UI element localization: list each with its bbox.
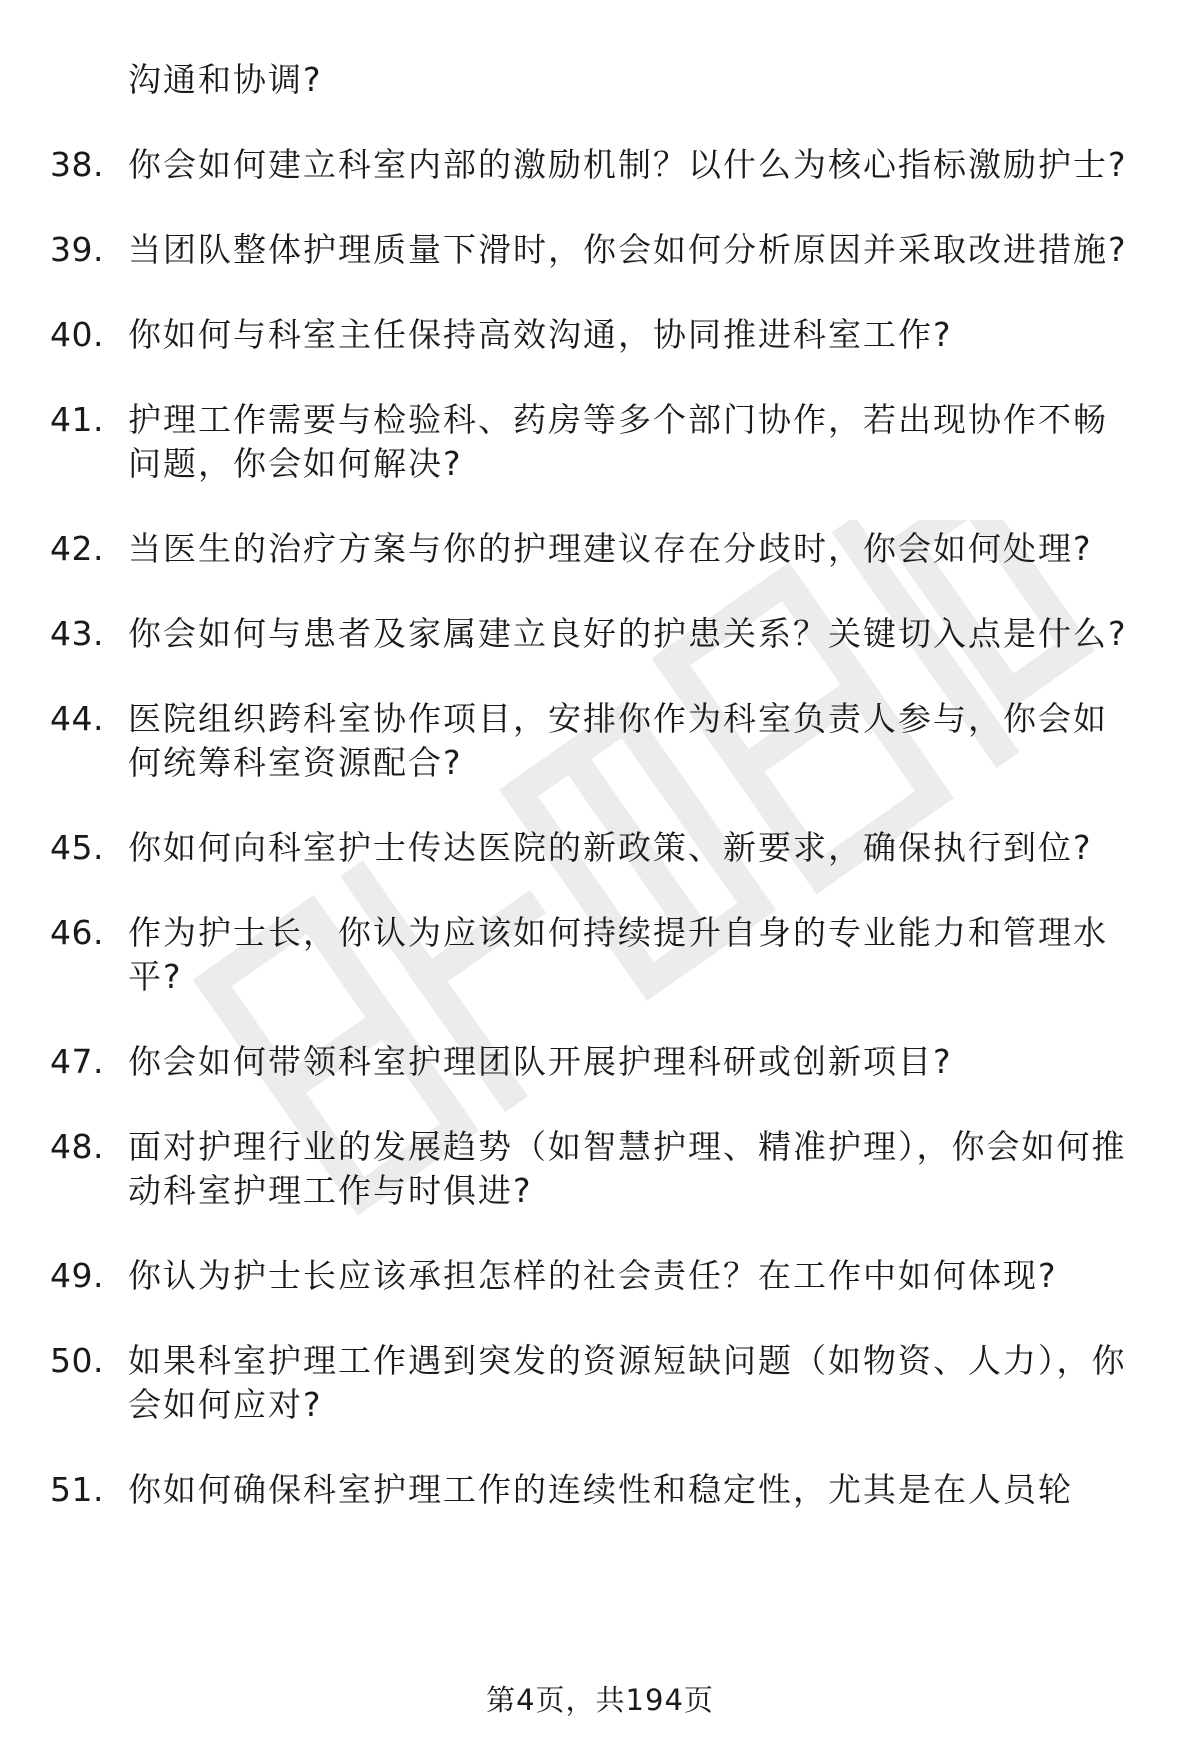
question-number: 43.: [50, 614, 104, 653]
question-text: 当医生的治疗方案与你的护理建议存在分歧时，你会如何处理?: [128, 529, 1093, 568]
question-list: [0, 58, 1200, 1553]
question-number: 42.: [50, 529, 104, 568]
page-footer: 第4页，共194页: [486, 1683, 714, 1717]
question-item: [0, 612, 1200, 656]
question-item: [0, 1040, 1200, 1084]
question-number: 41.: [50, 400, 104, 439]
question-number: 48.: [50, 1127, 104, 1166]
question-item: [0, 1339, 1200, 1427]
question-item: [0, 527, 1200, 571]
question-text: 如果科室护理工作遇到突发的资源短缺问题（如物资、人力），你会如何应对?: [128, 1341, 1127, 1424]
question-number: 50.: [50, 1341, 104, 1380]
question-item: [0, 398, 1200, 486]
question-text: 你会如何带领科室护理团队开展护理科研或创新项目?: [128, 1042, 953, 1081]
question-item: [0, 911, 1200, 999]
question-item: [0, 1468, 1200, 1512]
question-item: [0, 697, 1200, 785]
question-text: 你如何确保科室护理工作的连续性和稳定性，尤其是在人员轮: [128, 1470, 1073, 1509]
question-number: 46.: [50, 913, 104, 952]
question-item: [0, 1125, 1200, 1213]
question-item: [0, 1254, 1200, 1298]
question-text: 你如何与科室主任保持高效沟通，协同推进科室工作?: [128, 315, 953, 354]
continuation-paragraph: [0, 58, 1200, 102]
question-text: 作为护士长，你认为应该如何持续提升自身的专业能力和管理水平?: [128, 913, 1108, 996]
question-number: 45.: [50, 828, 104, 867]
question-text: 你如何向科室护士传达医院的新政策、新要求，确保执行到位?: [128, 828, 1093, 867]
question-item: [0, 313, 1200, 357]
continuation-text: 沟通和协调?: [128, 60, 323, 99]
question-item: [0, 826, 1200, 870]
question-number: 44.: [50, 699, 104, 738]
question-number: 49.: [50, 1256, 104, 1295]
question-text: 你会如何建立科室内部的激励机制？以什么为核心指标激励护士?: [128, 145, 1128, 184]
question-text: 医院组织跨科室协作项目，安排你作为科室负责人参与，你会如何统筹科室资源配合?: [128, 699, 1108, 782]
question-text: 你会如何与患者及家属建立良好的护患关系？关键切入点是什么?: [128, 614, 1128, 653]
question-text: 你认为护士长应该承担怎样的社会责任？在工作中如何体现?: [128, 1256, 1058, 1295]
question-number: 38.: [50, 145, 104, 184]
question-number: 40.: [50, 315, 104, 354]
question-text: 面对护理行业的发展趋势（如智慧护理、精准护理），你会如何推动科室护理工作与时俱进?: [128, 1127, 1127, 1210]
question-number: 39.: [50, 230, 104, 269]
question-item: [0, 228, 1200, 272]
question-number: 47.: [50, 1042, 104, 1081]
question-text: 当团队整体护理质量下滑时，你会如何分析原因并采取改进措施?: [128, 230, 1128, 269]
question-item: [0, 143, 1200, 187]
question-text: 护理工作需要与检验科、药房等多个部门协作，若出现协作不畅问题，你会如何解决?: [128, 400, 1108, 483]
question-number: 51.: [50, 1470, 104, 1509]
